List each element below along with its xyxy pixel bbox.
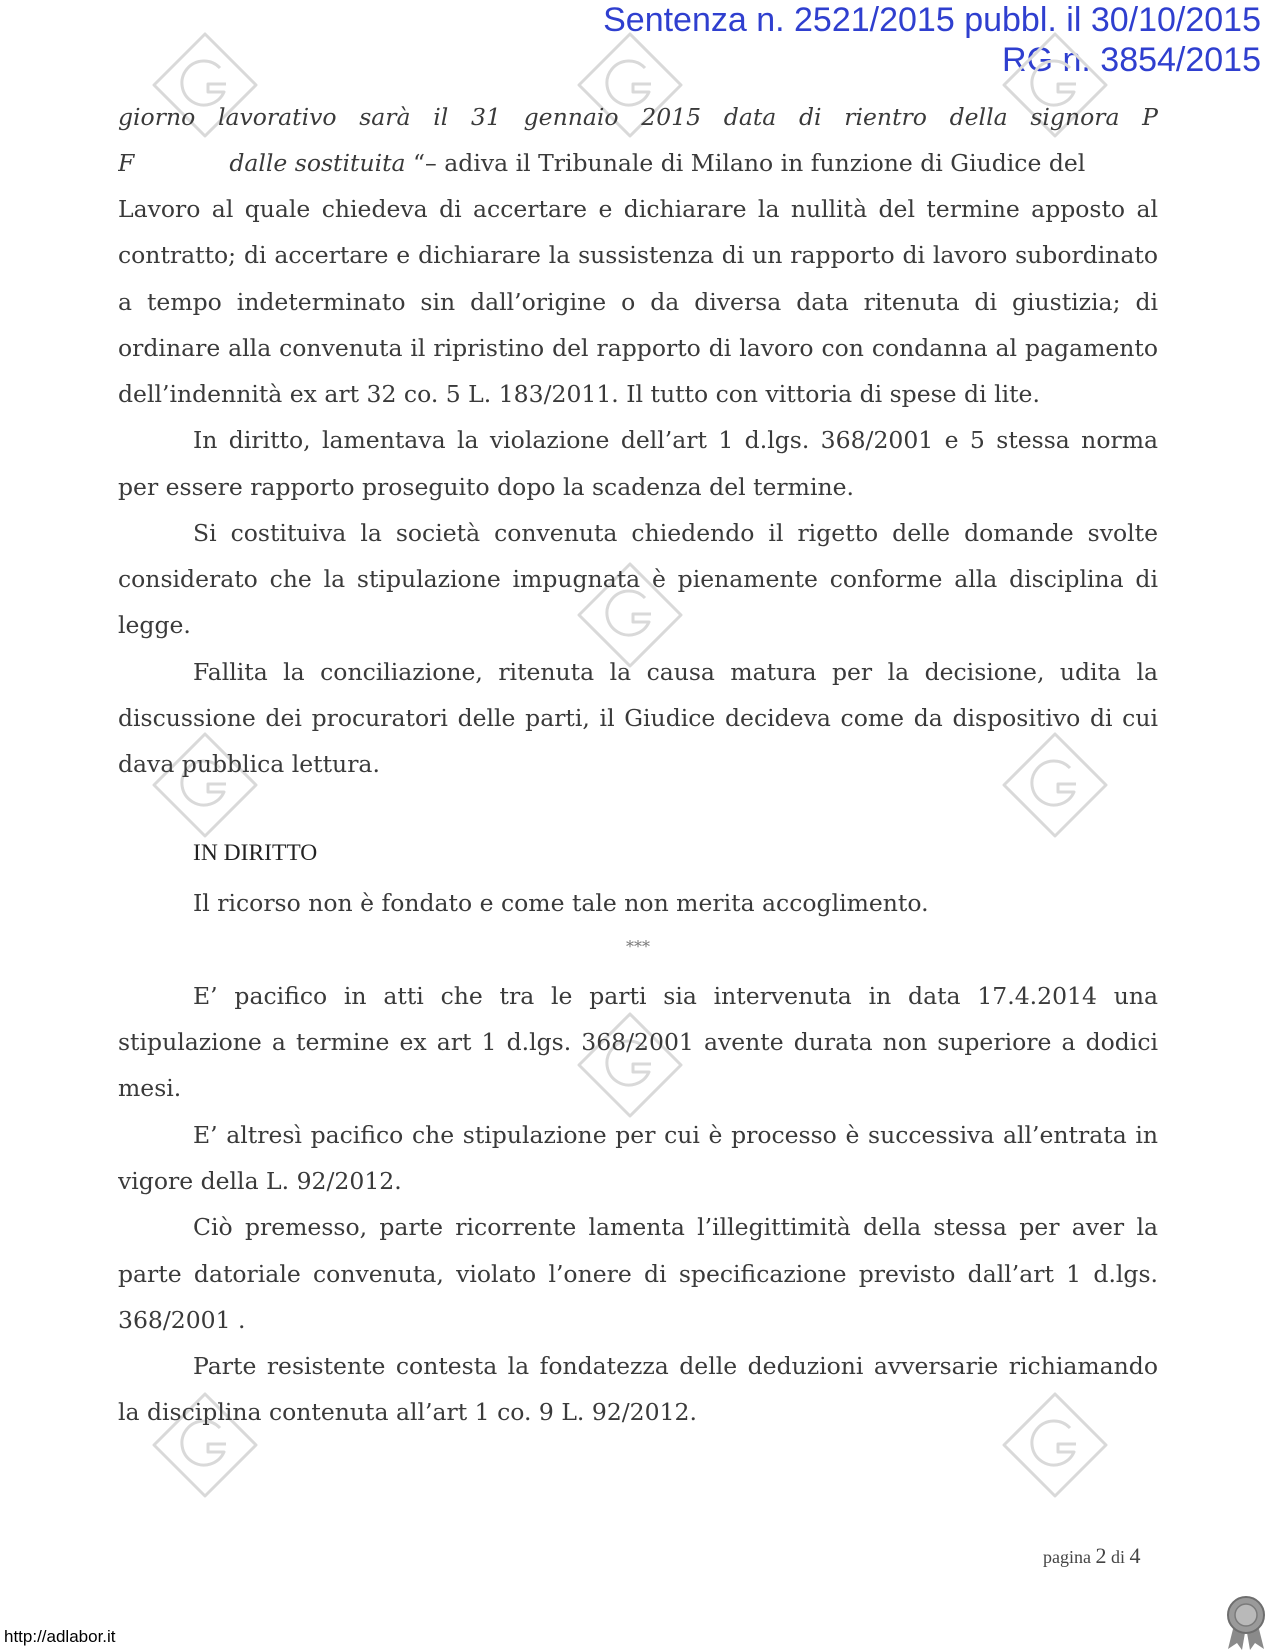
- text-line: [118, 148, 1158, 178]
- text-line: dell’indennità ex art 32 co. 5 L. 183/2011. Il tutto con vittoria di spese di lite.: [118, 380, 1040, 408]
- text-line: 368/2001 .: [118, 1306, 246, 1334]
- text-line: mesi.: [118, 1074, 182, 1102]
- text-line: stipulazione a termine ex art 1 d.lgs. 368/2001 avente durata non superiore a dodici: [118, 1028, 1158, 1056]
- case-number-stamp: RG n. 3854/2015: [1002, 41, 1261, 79]
- site-url-link[interactable]: http://adlabor.it: [4, 1627, 116, 1646]
- of-word: di: [1110, 1547, 1125, 1567]
- text-line: Lavoro al quale chiedeva di accertare e dichiarare la nullità del termine apposto al: [118, 195, 1158, 223]
- text-line: E’ altresì pacifico che stipulazione per cui è processo è successiva all’entrata in: [193, 1121, 1158, 1149]
- text-line: contratto; di accertare e dichiarare la sussistenza di un rapporto di lavoro subordinato: [118, 241, 1158, 269]
- text-line: dava pubblica lettura.: [118, 750, 380, 778]
- section-heading: IN DIRITTO: [193, 840, 318, 866]
- text-line: discussione dei procuratori delle parti, il Giudice decideva come da dispositivo di cui: [118, 704, 1158, 732]
- text-line: per essere rapporto proseguito dopo la scadenza del termine.: [118, 473, 854, 501]
- text-line: In diritto, lamentava la violazione dell’art 1 d.lgs. 368/2001 e 5 stessa norma: [193, 426, 1158, 454]
- text-line: vigore della L. 92/2012.: [118, 1167, 402, 1195]
- redacted-name: F: [118, 149, 135, 177]
- award-ribbon-icon: [1222, 1595, 1270, 1650]
- text-line: Parte resistente contesta la fondatezza delle deduzioni avversarie richiamando: [193, 1352, 1158, 1380]
- text-line: Fallita la conciliazione, ritenuta la causa matura per la decisione, udita la: [193, 658, 1158, 686]
- text-line: E’ pacifico in atti che tra le parti sia intervenuta in data 17.4.2014 una: [193, 982, 1158, 1010]
- text-line: la disciplina contenuta all’art 1 co. 9 L. 92/2012.: [118, 1398, 697, 1426]
- page-current: 2: [1095, 1543, 1107, 1568]
- text-line: legge.: [118, 611, 191, 639]
- page-word: pagina: [1043, 1547, 1091, 1567]
- text-span: dalle sostituita: [229, 149, 406, 177]
- text-line: a tempo indeterminato sin dall’origine o da diversa data ritenuta di giustizia; di: [118, 288, 1158, 316]
- g-logo-watermark-icon: [150, 730, 260, 840]
- text-line: considerato che la stipulazione impugnata è pienamente conforme alla disciplina di: [118, 565, 1158, 593]
- text-line: Il ricorso non è fondato e come tale non merita accoglimento.: [193, 889, 929, 917]
- text-line: giorno lavorativo sarà il 31 gennaio 2015 data di rientro della signora P: [118, 103, 1158, 131]
- sentence-stamp: Sentenza n. 2521/2015 pubbl. il 30/10/2015: [603, 1, 1261, 39]
- separator: ***: [626, 937, 650, 956]
- text-span: “– adiva il Tribunale di Milano in funzione di Giudice del: [405, 149, 1086, 177]
- text-line: Ciò premesso, parte ricorrente lamenta l’illegittimità della stessa per aver la: [193, 1213, 1158, 1241]
- text-line: parte datoriale convenuta, violato l’onere di specificazione previsto dall’art 1 d.lgs.: [118, 1260, 1158, 1288]
- page-total: 4: [1129, 1543, 1141, 1568]
- g-logo-watermark-icon: [1000, 730, 1110, 840]
- page-number: [1043, 1543, 1141, 1569]
- text-line: Si costituiva la società convenuta chiedendo il rigetto delle domande svolte: [193, 519, 1158, 547]
- text-line: ordinare alla convenuta il ripristino del rapporto di lavoro con condanna al pagamento: [118, 334, 1158, 362]
